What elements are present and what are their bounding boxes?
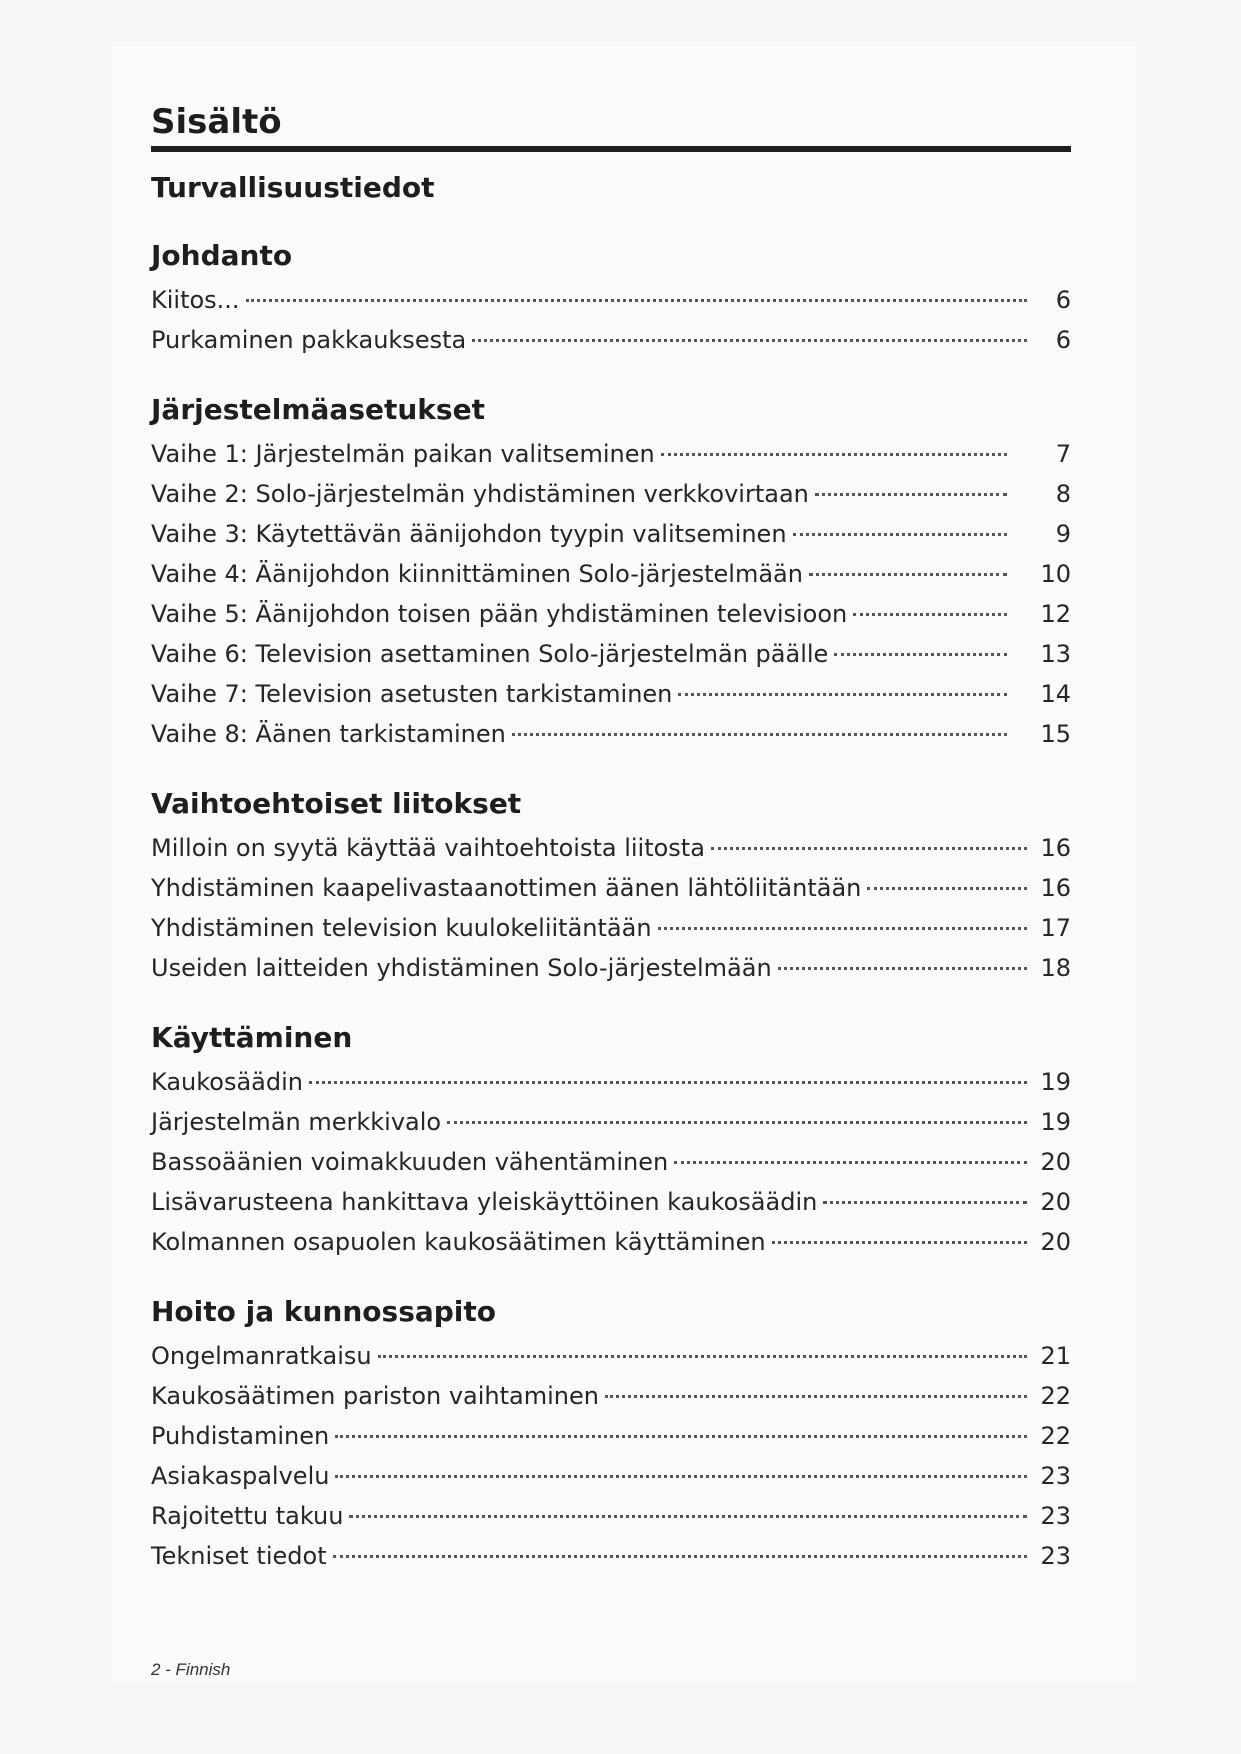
dot-leader — [309, 1081, 1027, 1084]
toc-entry-label: Vaihe 5: Äänijohdon toisen pään yhdistäminen televisioon — [151, 600, 848, 628]
toc-section — [151, 784, 1071, 988]
toc-entry[interactable] — [151, 1336, 1071, 1376]
dot-leader — [605, 1395, 1027, 1398]
toc-entry[interactable] — [151, 948, 1071, 988]
section-heading[interactable]: Johdanto — [151, 239, 293, 272]
toc-entry-page: 23 — [1040, 1462, 1071, 1490]
toc-entry[interactable] — [151, 1416, 1071, 1456]
toc-entry-label: Vaihe 8: Äänen tarkistaminen — [151, 720, 506, 748]
dot-leader — [378, 1355, 1027, 1358]
toc-entry-page: 6 — [1055, 286, 1071, 314]
toc-entry[interactable] — [151, 674, 1071, 714]
toc-entry-page: 20 — [1040, 1148, 1071, 1176]
toc-entry[interactable] — [151, 828, 1071, 868]
toc-entry-page: 15 — [1040, 720, 1071, 748]
toc-entry-label: Rajoitettu takuu — [151, 1502, 344, 1530]
toc-entry-page: 23 — [1040, 1502, 1071, 1530]
toc-entry[interactable] — [151, 1222, 1071, 1262]
dot-leader — [815, 493, 1007, 496]
dot-leader — [793, 533, 1007, 536]
toc-entry[interactable] — [151, 1102, 1071, 1142]
dot-leader — [658, 927, 1027, 930]
dot-leader — [349, 1515, 1027, 1518]
toc-entry-label: Kolmannen osapuolen kaukosäätimen käyttäminen — [151, 1228, 766, 1256]
toc-entry-page: 19 — [1040, 1068, 1071, 1096]
toc-entry-label: Useiden laitteiden yhdistäminen Solo-järjestelmään — [151, 954, 772, 982]
toc-entry-page: 20 — [1040, 1188, 1071, 1216]
toc-entry[interactable] — [151, 868, 1071, 908]
toc-entry-page: 16 — [1040, 834, 1071, 862]
toc-entry[interactable] — [151, 1496, 1071, 1536]
toc-entry-page: 6 — [1055, 326, 1071, 354]
toc-entry-label: Milloin on syytä käyttää vaihtoehtoista liitosta — [151, 834, 705, 862]
toc-entry-label: Yhdistäminen television kuulokeliitäntään — [151, 914, 652, 942]
toc-entry-page: 17 — [1040, 914, 1071, 942]
dot-leader — [335, 1435, 1027, 1438]
toc-entry-page: 7 — [1055, 440, 1071, 468]
dot-leader — [853, 613, 1007, 616]
toc-entry-label: Vaihe 7: Television asetusten tarkistaminen — [151, 680, 673, 708]
dot-leader — [472, 339, 1027, 342]
title-rule — [151, 146, 1071, 152]
toc-entry-page: 16 — [1040, 874, 1071, 902]
dot-leader — [772, 1241, 1027, 1244]
toc-entry-page: 12 — [1040, 600, 1071, 628]
toc-entry-label: Tekniset tiedot — [151, 1542, 327, 1570]
toc-entry[interactable] — [151, 1376, 1071, 1416]
toc-section — [151, 1018, 1071, 1262]
toc-entry-page: 23 — [1040, 1542, 1071, 1570]
toc-entry[interactable] — [151, 1536, 1071, 1576]
toc-entry[interactable] — [151, 1142, 1071, 1182]
toc-entry[interactable] — [151, 594, 1071, 634]
toc-entry-label: Vaihe 1: Järjestelmän paikan valitseminen — [151, 440, 655, 468]
toc-entry[interactable] — [151, 554, 1071, 594]
toc-entry-page: 19 — [1040, 1108, 1071, 1136]
toc-entry-page: 22 — [1040, 1382, 1071, 1410]
toc-entry[interactable] — [151, 1062, 1071, 1102]
toc-entry-label: Vaihe 3: Käytettävän äänijohdon tyypin valitseminen — [151, 520, 787, 548]
toc-entry-label: Bassoäänien voimakkuuden vähentäminen — [151, 1148, 669, 1176]
toc-entry-label: Kiitos... — [151, 286, 240, 314]
dot-leader — [447, 1121, 1027, 1124]
toc-entry[interactable] — [151, 634, 1071, 674]
toc-entry[interactable] — [151, 434, 1071, 474]
dot-leader — [674, 1161, 1027, 1164]
toc-entry[interactable] — [151, 320, 1071, 360]
toc-entry-label: Ongelmanratkaisu — [151, 1342, 372, 1370]
toc-entry-label: Kaukosäädin — [151, 1068, 303, 1096]
section-heading[interactable]: Hoito ja kunnossapito — [151, 1295, 497, 1328]
toc-section — [151, 236, 1071, 360]
toc-entry-page: 22 — [1040, 1422, 1071, 1450]
toc-entry-label: Vaihe 6: Television asettaminen Solo-järjestelmän päälle — [151, 640, 829, 668]
dot-leader — [512, 733, 1007, 736]
toc-section — [151, 168, 1071, 208]
toc-entry-page: 18 — [1040, 954, 1071, 982]
dot-leader — [661, 453, 1007, 456]
toc-entry-label: Kaukosäätimen pariston vaihtaminen — [151, 1382, 599, 1410]
section-heading[interactable]: Turvallisuustiedot — [151, 171, 435, 204]
toc-entry-label: Vaihe 4: Äänijohdon kiinnittäminen Solo-järjestelmään — [151, 560, 803, 588]
page-title: Sisältö — [151, 102, 282, 142]
section-heading[interactable]: Käyttäminen — [151, 1021, 353, 1054]
toc-entry-page: 21 — [1040, 1342, 1071, 1370]
dot-leader — [809, 573, 1007, 576]
toc-entry-label: Asiakaspalvelu — [151, 1462, 330, 1490]
toc-entry-label: Purkaminen pakkauksesta — [151, 326, 467, 354]
dot-leader — [678, 693, 1007, 696]
section-heading[interactable]: Vaihtoehtoiset liitokset — [151, 787, 522, 820]
dot-leader — [333, 1555, 1027, 1558]
dot-leader — [335, 1475, 1027, 1478]
toc-entry-label: Järjestelmän merkkivalo — [151, 1108, 442, 1136]
toc-entry-page: 20 — [1040, 1228, 1071, 1256]
toc-entry[interactable] — [151, 714, 1071, 754]
toc-entry-page: 8 — [1055, 480, 1071, 508]
toc-entry[interactable] — [151, 514, 1071, 554]
toc-entry-page: 10 — [1040, 560, 1071, 588]
toc-entry[interactable] — [151, 1456, 1071, 1496]
toc-entry-label: Puhdistaminen — [151, 1422, 330, 1450]
toc-entry-label: Lisävarusteena hankittava yleiskäyttöinen kaukosäädin — [151, 1188, 818, 1216]
toc-section — [151, 1292, 1071, 1576]
page-footer: 2 - Finnish — [151, 1660, 231, 1679]
toc-entry[interactable] — [151, 1182, 1071, 1222]
toc-entry[interactable] — [151, 280, 1071, 320]
toc-entry[interactable] — [151, 474, 1071, 514]
dot-leader — [711, 847, 1027, 850]
dot-leader — [834, 653, 1007, 656]
toc-entry-page: 9 — [1055, 520, 1071, 548]
dot-leader — [867, 887, 1027, 890]
toc-entry[interactable] — [151, 908, 1071, 948]
toc-entry-label: Vaihe 2: Solo-järjestelmän yhdistäminen verkkovirtaan — [151, 480, 809, 508]
dot-leader — [246, 299, 1027, 302]
toc-entry-label: Yhdistäminen kaapelivastaanottimen äänen lähtöliitäntään — [151, 874, 862, 902]
section-heading[interactable]: Järjestelmäasetukset — [151, 393, 485, 426]
dot-leader — [823, 1201, 1027, 1204]
toc-entry-page: 13 — [1040, 640, 1071, 668]
toc-section — [151, 390, 1071, 754]
dot-leader — [778, 967, 1027, 970]
table-of-contents — [151, 100, 1071, 1606]
toc-entry-page: 14 — [1040, 680, 1071, 708]
